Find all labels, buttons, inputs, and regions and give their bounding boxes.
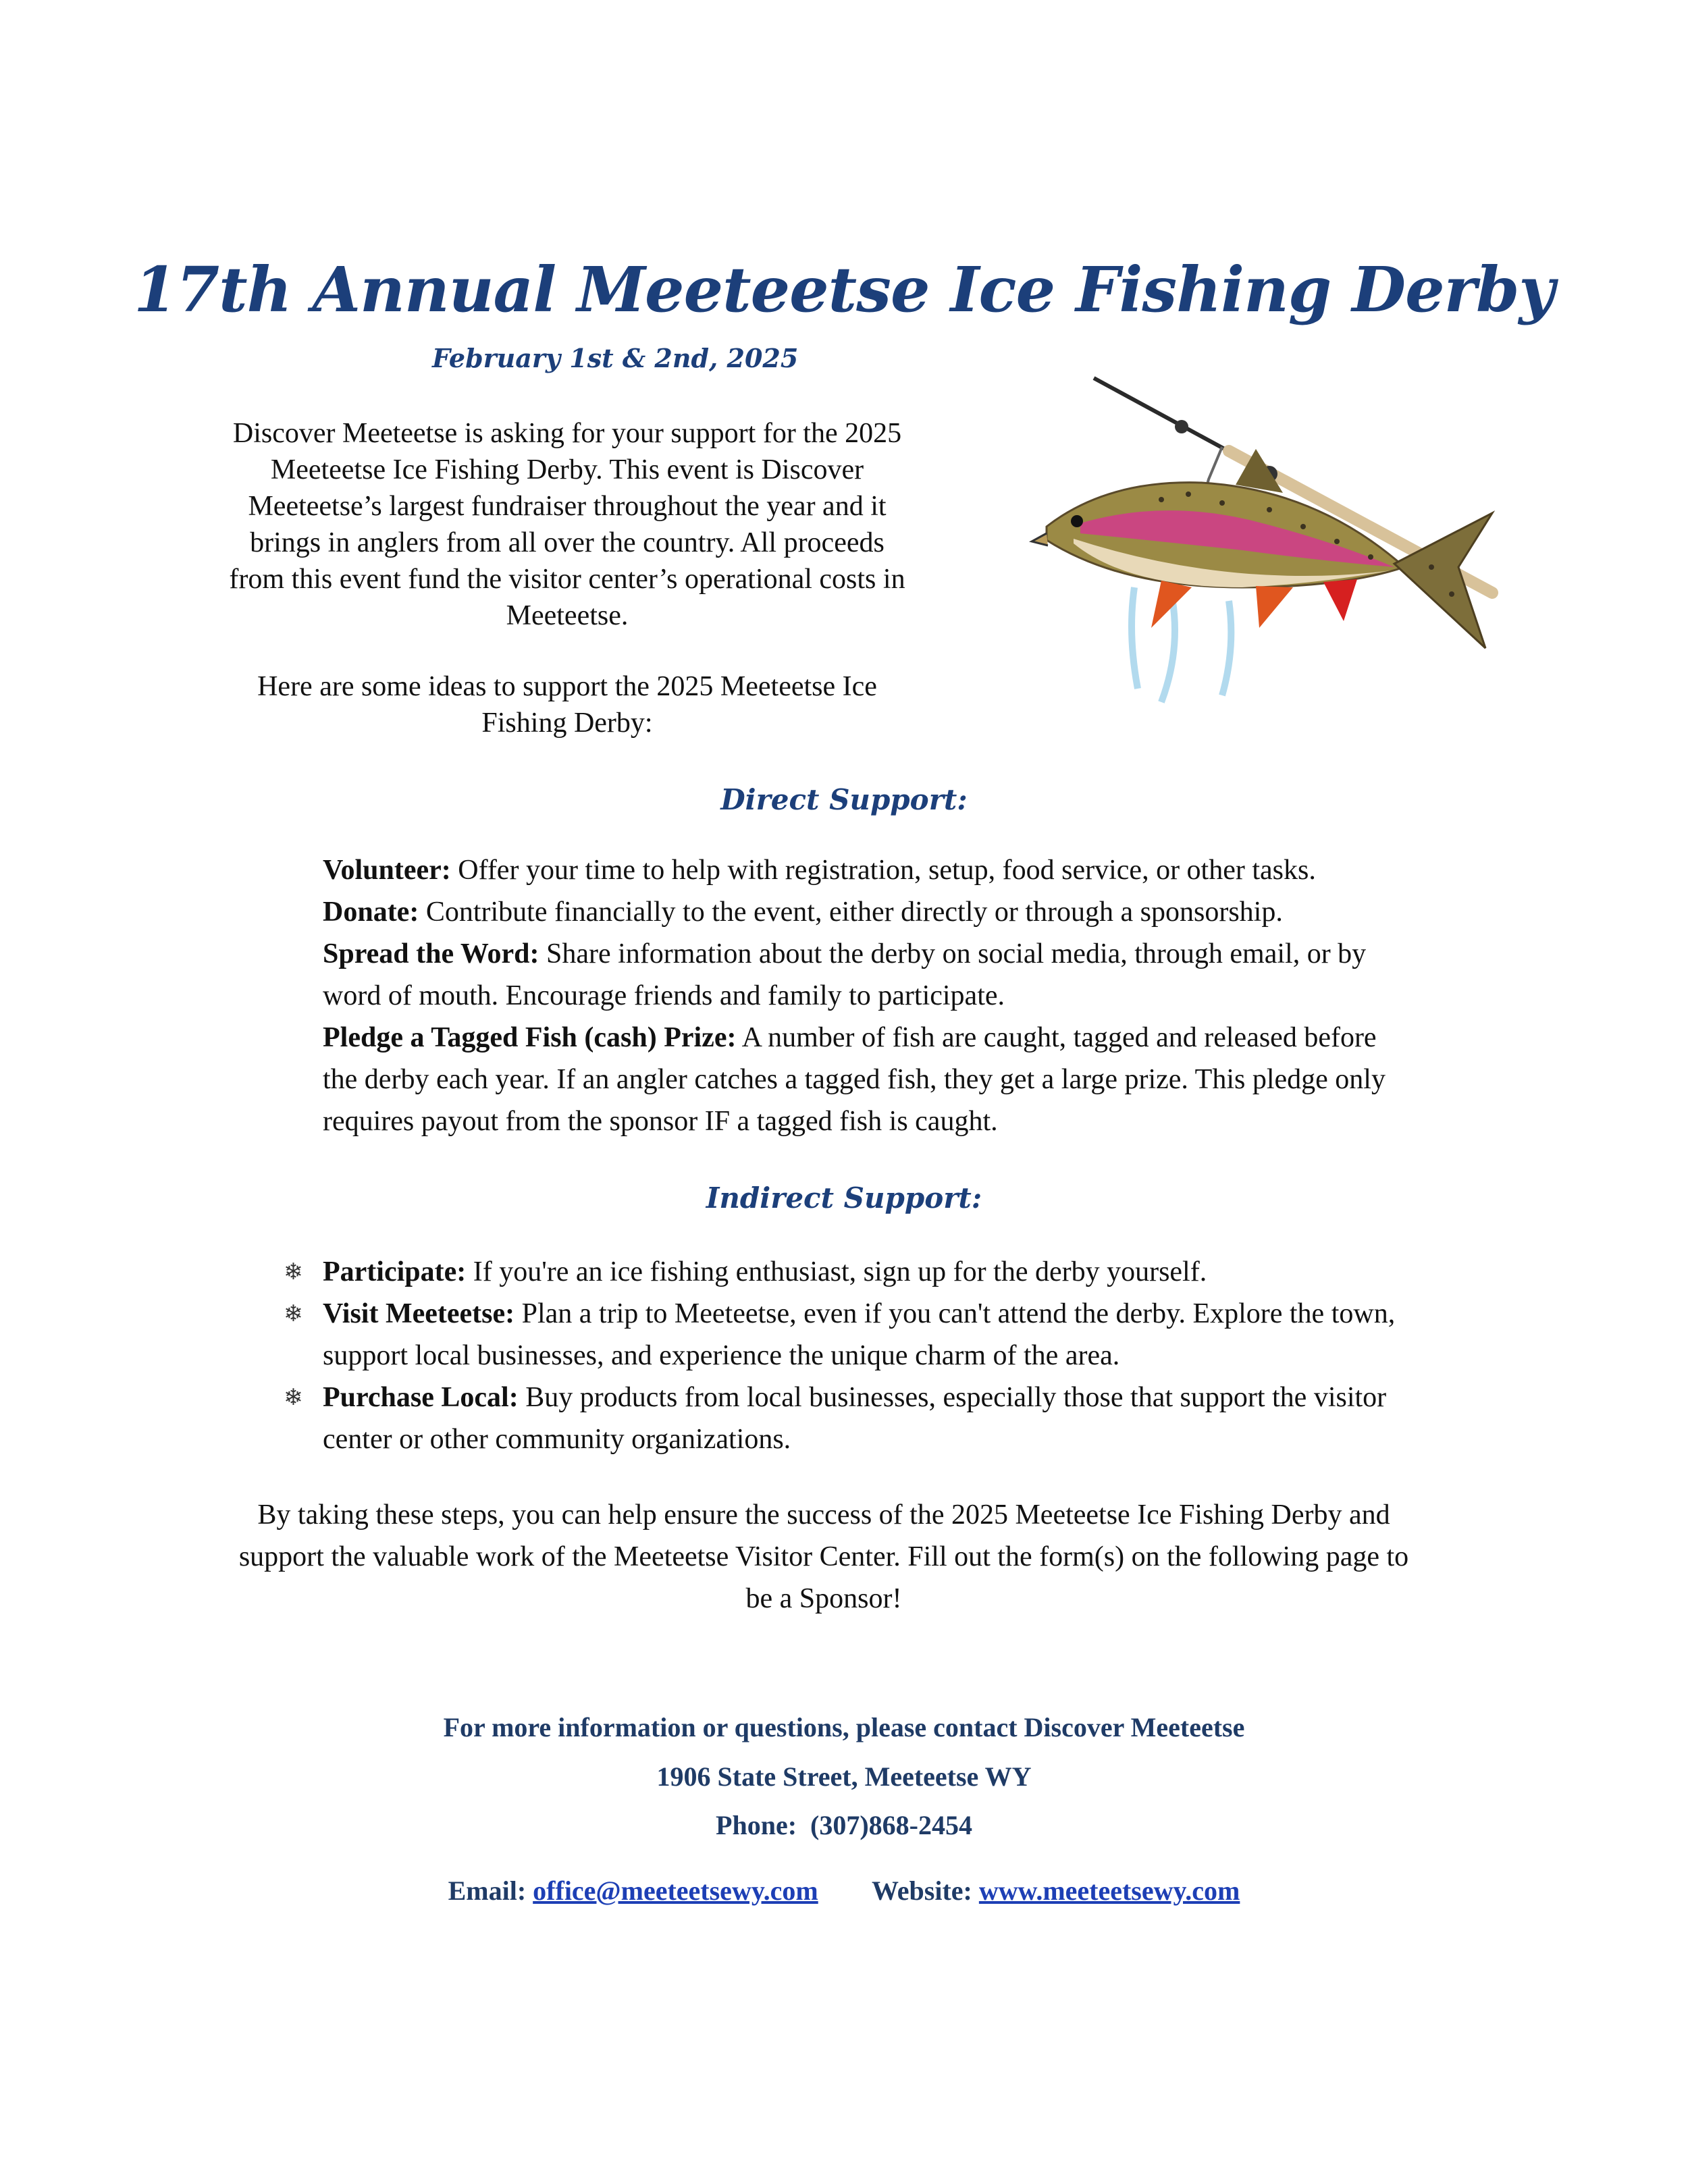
list-item: [284, 1377, 1418, 1460]
list-item: [284, 1251, 1418, 1293]
item-label: Volunteer:: [323, 855, 451, 886]
contact-address: 1906 State Street, Meeteetse WY: [656, 1761, 1032, 1792]
phone-number: (307)868-2454: [810, 1810, 972, 1840]
website-link[interactable]: www.meeteetsewy.com: [978, 1875, 1240, 1906]
item-text: Share information about the derby on social media, through email, or by word of mouth. Encourage friends and family to participate.: [323, 938, 1367, 1011]
item-label: Visit Meeteetse:: [323, 1298, 515, 1329]
direct-support-list: [323, 849, 1417, 1142]
contact-intro: For more information or questions, please contact Discover Meeteetse: [443, 1712, 1245, 1742]
page-title: 17th Annual Meeteetse Ice Fishing Derby: [134, 253, 1554, 326]
email-label: Email:: [448, 1875, 527, 1906]
item-label: Donate:: [323, 897, 419, 928]
fish-eye: [1071, 515, 1083, 527]
snowflake-bullet-icon: ❄: [284, 1258, 303, 1285]
item-label: Pledge a Tagged Fish (cash) Prize:: [323, 1022, 737, 1053]
fish-mouth: [1032, 533, 1048, 545]
item-text: Plan a trip to Meeteetse, even if you can't attend the derby. Explore the town, support local businesses, and experience the unique charm of the area.: [323, 1298, 1396, 1371]
item-text: If you're an ice fishing enthusiast, sign up for the derby yourself.: [473, 1256, 1207, 1287]
contact-phone: [0, 1809, 1688, 1841]
list-item: [323, 933, 1417, 1017]
item-text: Offer your time to help with registration, setup, food service, or other tasks.: [458, 855, 1316, 886]
snowflake-bullet-icon: ❄: [284, 1300, 303, 1327]
ideas-paragraph: Here are some ideas to support the 2025 Meeteetse Ice Fishing Derby:: [257, 671, 877, 739]
indirect-support-list: [284, 1251, 1418, 1460]
contact-links: [0, 1875, 1688, 1907]
item-text: Contribute financially to the event, either directly or through a sponsorship.: [425, 897, 1283, 928]
snowflake-bullet-icon: ❄: [284, 1384, 303, 1411]
list-item: [323, 849, 1417, 891]
trout-on-fishing-rod-illustration: [1026, 365, 1499, 716]
fish-anal-fin: [1323, 579, 1357, 621]
item-label: Participate:: [323, 1256, 467, 1287]
indirect-support-heading: Indirect Support:: [706, 1181, 982, 1215]
item-text: Buy products from local businesses, especially those that support the visitor center or other community organizations.: [323, 1382, 1387, 1455]
rod-guide: [1175, 420, 1188, 433]
list-item: [284, 1293, 1418, 1377]
website-label: Website:: [871, 1875, 972, 1906]
direct-support-heading: Direct Support:: [720, 783, 968, 816]
list-item: [323, 891, 1417, 933]
item-label: Purchase Local:: [323, 1382, 519, 1413]
email-link[interactable]: office@meeteetsewy.com: [533, 1875, 818, 1906]
water-drips: [1132, 587, 1231, 702]
closing-paragraph: By taking these steps, you can help ensure the success of the 2025 Meeteetse Ice Fishing Derby and support the valuable work of the Meeteetse Visitor Center. Fill out the form(s) on the following page to be a Sponsor!: [238, 1499, 1409, 1614]
phone-label: Phone:: [716, 1810, 797, 1840]
item-label: Spread the Word:: [323, 938, 539, 969]
list-item: [323, 1017, 1417, 1142]
intro-paragraph: Discover Meeteetse is asking for your support for the 2025 Meeteetse Ice Fishing Derby. This event is Discover Meeteetse’s largest fundraiser throughout the year and it brings in anglers from all over the country. All proceeds from this event fund the visitor center’s operational costs in Meeteetse.: [229, 418, 905, 631]
fish-pelvic-fin: [1256, 586, 1293, 628]
item-text: A number of fish are caught, tagged and released before the derby each year. If an angler catches a tagged fish, they get a large prize. This pledge only requires payout from the sponsor IF a tagged fish is caught.: [323, 1022, 1386, 1137]
event-dates: February 1st & 2nd, 2025: [432, 343, 799, 373]
